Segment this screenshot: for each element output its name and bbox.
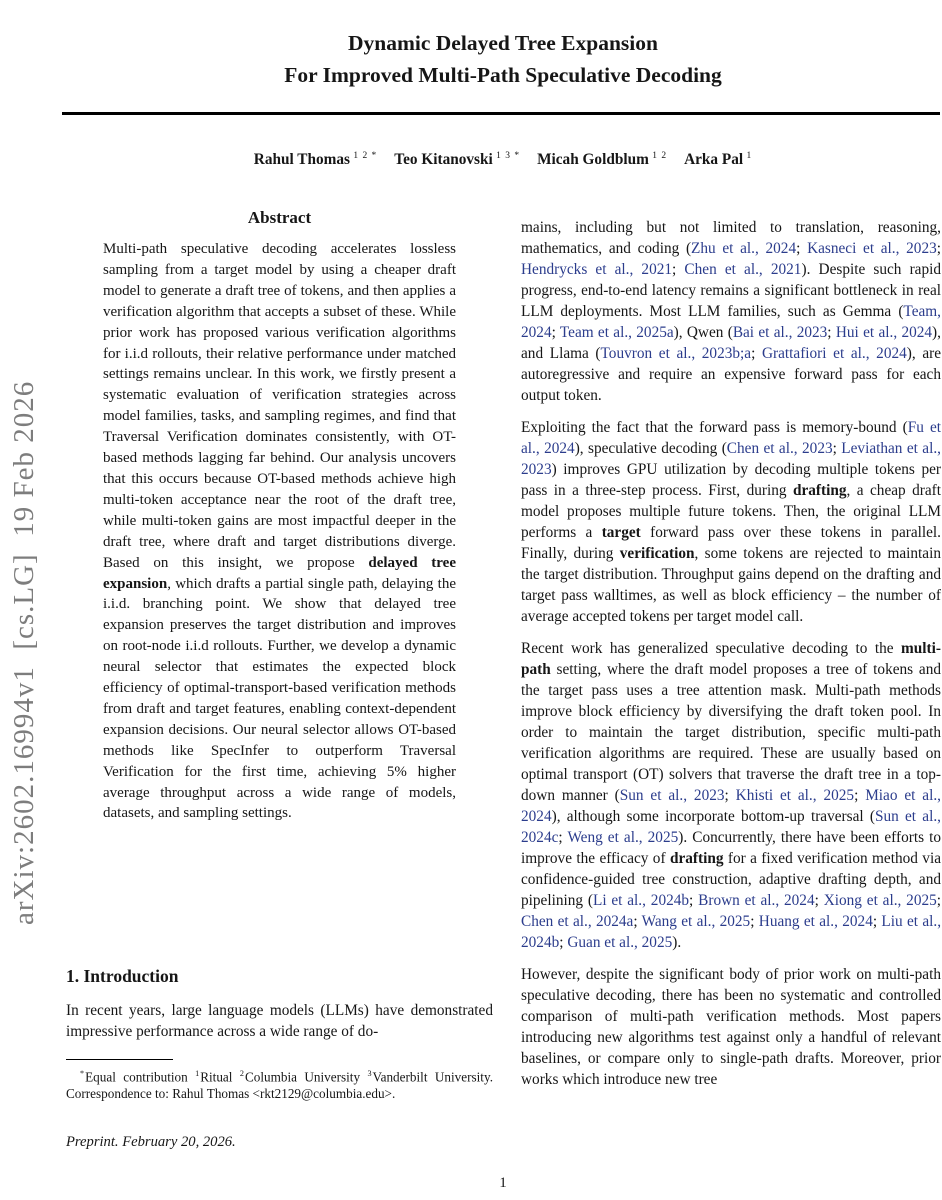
right-column [521, 217, 941, 1101]
footnote-text [66, 1065, 493, 1102]
text-segment: Multi-path speculative decoding accelerates lossless sampling from a target model by using a cheaper draft model to generate a draft tree of tokens, and then applies a verification algorithm that accepts a subset of these. While prior work has proposed various verification algorithms for i.i.d rollouts, their relative performance under matched settings remains unclear. In this work, we firstly present a systematic evaluation of verification strategies across model families, tasks, and sampling regimes, and find that Traversal Verification dominates consistently, with OT-based methods lagging far behind. Our analysis uncovers that this occurs because OT-based methods achieve high multi-token acceptance near the root of the draft tree, while multi-token gains are most impactful deeper in the draft tree, where draft and target distributions diverge. Based on this insight, we propose [103, 241, 456, 571]
text-segment: ; [724, 787, 736, 804]
body-paragraph [521, 964, 941, 1090]
text-segment: mains, including but not limited to translation, reasoning, mathematics, and coding ( [521, 219, 941, 257]
citation-link[interactable]: Miao et al., 2024 [521, 787, 941, 825]
text-segment: ; [750, 913, 759, 930]
text-segment: Exploiting the fact that the forward pass is memory-bound ( [521, 419, 908, 436]
body-paragraph [521, 217, 941, 406]
superscript: 1 2 * [349, 151, 378, 161]
text-segment: forward pass over these tokens in parallel. Finally, during [521, 524, 941, 562]
superscript: 2 [239, 1069, 245, 1078]
citation-link[interactable]: Fu et al., 2024 [521, 419, 941, 457]
bold-text: multi-path [521, 640, 941, 678]
text-segment: Vanderbilt University. Correspondence to: Rahul Thomas <rkt2129@columbia.edu>. [66, 1069, 493, 1102]
citation-link[interactable]: Kasneci et al., 2023 [807, 240, 937, 257]
citation-link[interactable]: Chen et al., 2023 [726, 440, 833, 457]
text-segment: , which drafts a partial single path, delaying the i.i.d. branching point. We show that delayed tree expansion preserves the target distribution and improves on root-node i.i.d rollouts. Further, we develop a dynamic neural selector that estimates the expected block efficiency of optimal-transport-based verification methods from draft and target features, enabling context-dependent expansion decisions. Our neural selector allows OT-based methods like SpecInfer to outperform Traversal Verification for the first time, achieving 5% higher average throughput across a wide range of models, datasets, and sampling settings. [103, 575, 456, 822]
paper-title [66, 27, 940, 91]
text-segment: , a cheap draft model proposes multiple future tokens. Then, the original LLM performs a [521, 482, 941, 541]
text-segment: ; [814, 892, 824, 909]
text-segment: ; [827, 324, 836, 341]
citation-link[interactable]: Guan et al., 2025 [567, 934, 673, 951]
footnote-rule [66, 1059, 173, 1060]
abstract-section [103, 208, 456, 824]
text-segment: for a fixed verification method via confidence-guided tree construction, adaptive drafting depth, and pipelining ( [521, 850, 941, 909]
text-segment: setting, where the draft model proposes a tree of tokens and the target pass uses a tree attention mask. Multi-path methods improve block efficiency by diversifying the draft token pool. In order to maintain the target distribution, specific multi-path verification algorithms are required. These are usually based on optimal transport (OT) solvers that traverse the draft tree in a top-down manner ( [521, 661, 941, 804]
page-number: 1 [499, 1175, 507, 1191]
superscript: * [80, 1069, 86, 1078]
text-segment: Columbia University [244, 1069, 368, 1085]
text-segment: ). Concurrently, there have been efforts to improve the efficacy of [521, 829, 941, 867]
citation-link[interactable]: Team et al., 2025a [559, 324, 674, 341]
abstract-heading: Abstract [247, 208, 312, 227]
citation-link[interactable]: Hendrycks et al., 2021 [521, 261, 673, 278]
text-segment: ), speculative decoding ( [574, 440, 727, 457]
text-segment: ). Despite such rapid progress, end-to-end latency remains a significant bottleneck in real LLM deployments. Most LLM families, such as Gemma ( [521, 261, 942, 320]
superscript: 3 [367, 1069, 373, 1078]
text-segment: ; [672, 261, 685, 278]
text-segment: ; [751, 345, 762, 362]
citation-link[interactable]: Hui et al., 2024 [835, 324, 933, 341]
text-segment: Recent work has generalized speculative decoding to the [521, 640, 902, 657]
citation-link[interactable]: Chen et al., 2021 [684, 261, 802, 278]
text-segment: Ritual [200, 1069, 240, 1085]
abstract-body [103, 239, 456, 824]
text-segment: ; [796, 240, 808, 257]
paper-title-line2: For Improved Multi-Path Speculative Decoding [284, 63, 722, 87]
text-segment: Equal contribution [85, 1069, 196, 1085]
bold-text: drafting [669, 850, 724, 867]
citation-link[interactable]: Brown et al., 2024 [698, 892, 815, 909]
introduction-paragraph: In recent years, large language models (LLMs) have demonstrated impressive performance across a wide range of do- [66, 1002, 493, 1040]
citation-link[interactable]: Weng et al., 2025 [567, 829, 679, 846]
citation-link[interactable]: Grattafiori et al., 2024 [761, 345, 907, 362]
citation-link[interactable]: Zhu et al., 2024 [691, 240, 797, 257]
text-segment: ; [633, 913, 642, 930]
title-divider-rule [62, 112, 940, 115]
arxiv-watermark: arXiv:2602.16994v1 [cs.LG] 19 Feb 2026 [8, 380, 40, 925]
text-segment: , some tokens are rejected to maintain the target distribution. Throughput gains depend on the drafting and target pass walltimes, as well as block efficiency – the number of average accepted tokens per target model call. [521, 545, 942, 625]
text-segment: ; [854, 787, 866, 804]
introduction-section [66, 966, 493, 1053]
text-segment: ) improves GPU utilization by decoding multiple tokens per pass in a three-step process. First, during [521, 461, 941, 499]
preprint-notice: Preprint. February 20, 2026. [66, 1134, 236, 1150]
bold-text: target [601, 524, 641, 541]
section-heading-introduction: 1. Introduction [66, 966, 179, 986]
citation-link[interactable]: Xiong et al., 2025 [823, 892, 937, 909]
body-paragraph [521, 417, 941, 627]
text-segment: ; [559, 934, 568, 951]
citation-link[interactable]: Bai et al., 2023 [732, 324, 828, 341]
left-column [66, 208, 493, 824]
bold-text: delayed tree expansion [103, 554, 456, 592]
superscript: 1 3 * [492, 151, 521, 161]
bold-text: Arka Pal [684, 151, 744, 169]
citation-link[interactable]: Chen et al., 2024a [521, 913, 634, 930]
citation-link[interactable]: Touvron et al., 2023b;a [600, 345, 752, 362]
text-segment: ), are autoregressive and require an expensive forward pass for each output token. [521, 345, 941, 404]
bold-text: verification [619, 545, 695, 562]
text-segment: ; [689, 892, 699, 909]
superscript: 1 [743, 151, 753, 161]
text-segment: ; [558, 829, 568, 846]
bold-text: Micah Goldblum [537, 151, 649, 169]
text-segment: ), although some incorporate bottom-up traversal ( [551, 808, 875, 825]
text-segment: ), and Llama ( [521, 324, 941, 362]
bold-text: Rahul Thomas [253, 151, 350, 169]
text-segment: ). [672, 934, 682, 951]
citation-link[interactable]: Wang et al., 2025 [641, 913, 751, 930]
citation-link[interactable]: Sun et al., 2023 [619, 787, 725, 804]
superscript: 1 2 [648, 151, 668, 161]
citation-link[interactable]: Leviathan et al., 2023 [521, 440, 941, 478]
text-segment: ; [551, 324, 560, 341]
text-segment: ; [872, 913, 882, 930]
text-segment: However, despite the significant body of prior work on multi-path speculative decoding, there has been no systematic and controlled comparison of multi-path verification methods. Most papers introducing new algorithms test against only a handful of relevant baselines, or compare only to single-path drafts. Moreover, prior works which introduce new tree [521, 966, 941, 1088]
author-list [66, 151, 940, 169]
citation-link[interactable]: Liu et al., 2024b [521, 913, 942, 951]
text-segment: ; [936, 240, 941, 257]
citation-link[interactable]: Sun et al., 2024c [521, 808, 941, 846]
citation-link[interactable]: Huang et al., 2024 [758, 913, 873, 930]
footnote-section [66, 1059, 493, 1102]
text-segment: ; [936, 892, 942, 909]
text-segment: ; [832, 440, 842, 457]
text-segment: ), Qwen ( [673, 324, 733, 341]
citation-link[interactable]: Li et al., 2024b [592, 892, 690, 909]
paper-title-line1: Dynamic Delayed Tree Expansion [348, 31, 658, 55]
body-paragraph [521, 638, 941, 953]
superscript: 1 [195, 1069, 201, 1078]
bold-text: Teo Kitanovski [394, 151, 493, 169]
bold-text: drafting [792, 482, 847, 499]
citation-link[interactable]: Team, 2024 [521, 303, 941, 341]
citation-link[interactable]: Khisti et al., 2025 [735, 787, 855, 804]
